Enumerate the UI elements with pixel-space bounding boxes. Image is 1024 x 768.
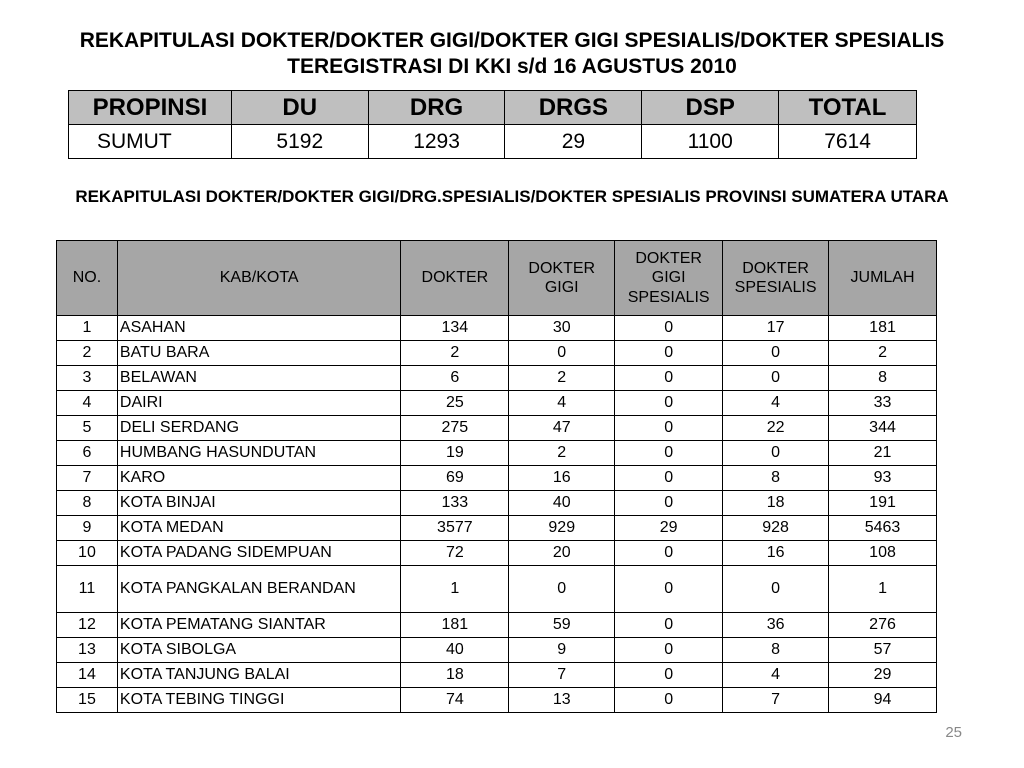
- table-cell: KOTA PANGKALAN BERANDAN: [117, 566, 401, 613]
- table-cell: 0: [615, 441, 723, 466]
- table-cell: KOTA TANJUNG BALAI: [117, 663, 401, 688]
- table-cell: 0: [615, 663, 723, 688]
- table-cell: 10: [57, 541, 118, 566]
- summary-cell: SUMUT: [69, 125, 232, 159]
- table-cell: 0: [723, 366, 829, 391]
- table-cell: 2: [509, 441, 615, 466]
- table-cell: 33: [829, 391, 937, 416]
- table-row: [57, 688, 937, 713]
- table-cell: 3: [57, 366, 118, 391]
- table-cell: 1: [829, 566, 937, 613]
- table-cell: 20: [509, 541, 615, 566]
- summary-cell: 7614: [779, 125, 917, 159]
- table-cell: 134: [401, 316, 509, 341]
- table-cell: KOTA TEBING TINGGI: [117, 688, 401, 713]
- summary-cell: 1100: [642, 125, 779, 159]
- summary-header-cell: DRGS: [505, 91, 642, 125]
- table-cell: 275: [401, 416, 509, 441]
- table-cell: 181: [401, 613, 509, 638]
- table-cell: 22: [723, 416, 829, 441]
- table-cell: 8: [723, 466, 829, 491]
- table-cell: 2: [57, 341, 118, 366]
- table-cell: 7: [723, 688, 829, 713]
- section-title: REKAPITULASI DOKTER/DOKTER GIGI/DRG.SPESIALIS/DOKTER SPESIALIS PROVINSI SUMATERA UTARA: [75, 187, 949, 206]
- summary-cell: 5192: [231, 125, 368, 159]
- table-cell: 344: [829, 416, 937, 441]
- table-cell: 4: [57, 391, 118, 416]
- detail-header-cell: DOKTER SPESIALIS: [723, 241, 829, 316]
- main-title: REKAPITULASI DOKTER/DOKTER GIGI/DOKTER GIGI SPESIALIS/DOKTER SPESIALIS TEREGISTRASI DI KKI s/d 16 AGUSTUS 2010: [79, 29, 945, 79]
- table-cell: 40: [509, 491, 615, 516]
- table-cell: 17: [723, 316, 829, 341]
- table-cell: 5463: [829, 516, 937, 541]
- table-cell: 1: [401, 566, 509, 613]
- table-cell: 18: [723, 491, 829, 516]
- table-cell: 40: [401, 638, 509, 663]
- table-cell: 13: [509, 688, 615, 713]
- table-cell: 29: [829, 663, 937, 688]
- table-cell: 18: [401, 663, 509, 688]
- table-cell: 5: [57, 416, 118, 441]
- table-cell: KOTA BINJAI: [117, 491, 401, 516]
- summary-cell: 1293: [368, 125, 505, 159]
- table-cell: 133: [401, 491, 509, 516]
- table-cell: 16: [509, 466, 615, 491]
- table-row: [57, 663, 937, 688]
- table-cell: 74: [401, 688, 509, 713]
- detail-header-cell: JUMLAH: [829, 241, 937, 316]
- table-cell: KOTA SIBOLGA: [117, 638, 401, 663]
- table-row: [57, 516, 937, 541]
- table-cell: 0: [615, 366, 723, 391]
- summary-header-cell: DSP: [642, 91, 779, 125]
- table-row: [57, 638, 937, 663]
- table-cell: DELI SERDANG: [117, 416, 401, 441]
- table-cell: 0: [723, 566, 829, 613]
- table-cell: 93: [829, 466, 937, 491]
- table-row: [57, 541, 937, 566]
- table-cell: 181: [829, 316, 937, 341]
- table-cell: 8: [723, 638, 829, 663]
- table-row: [57, 366, 937, 391]
- summary-header-cell: DRG: [368, 91, 505, 125]
- table-row: [57, 316, 937, 341]
- table-cell: 15: [57, 688, 118, 713]
- table-cell: BATU BARA: [117, 341, 401, 366]
- detail-header-cell: KAB/KOTA: [117, 241, 401, 316]
- table-cell: 36: [723, 613, 829, 638]
- table-cell: 1: [57, 316, 118, 341]
- table-cell: ASAHAN: [117, 316, 401, 341]
- table-cell: 7: [57, 466, 118, 491]
- table-cell: 69: [401, 466, 509, 491]
- table-cell: 4: [509, 391, 615, 416]
- table-cell: 59: [509, 613, 615, 638]
- table-row: [57, 441, 937, 466]
- table-cell: KARO: [117, 466, 401, 491]
- table-cell: 21: [829, 441, 937, 466]
- detail-header-cell: DOKTER GIGI SPESIALIS: [615, 241, 723, 316]
- table-cell: 25: [401, 391, 509, 416]
- table-cell: 0: [615, 566, 723, 613]
- summary-cell: 29: [505, 125, 642, 159]
- table-cell: 30: [509, 316, 615, 341]
- table-cell: DAIRI: [117, 391, 401, 416]
- table-cell: 0: [615, 613, 723, 638]
- table-cell: BELAWAN: [117, 366, 401, 391]
- table-cell: 0: [723, 441, 829, 466]
- table-row: [57, 613, 937, 638]
- table-cell: KOTA PADANG SIDEMPUAN: [117, 541, 401, 566]
- detail-header-cell: NO.: [57, 241, 118, 316]
- table-cell: 0: [615, 316, 723, 341]
- table-cell: 13: [57, 638, 118, 663]
- table-cell: 4: [723, 391, 829, 416]
- table-cell: 14: [57, 663, 118, 688]
- table-row: [57, 466, 937, 491]
- table-cell: 12: [57, 613, 118, 638]
- table-cell: 929: [509, 516, 615, 541]
- table-cell: 94: [829, 688, 937, 713]
- table-cell: 6: [401, 366, 509, 391]
- table-cell: 0: [509, 341, 615, 366]
- table-cell: 0: [615, 341, 723, 366]
- page-number: 25: [945, 724, 962, 741]
- table-cell: KOTA MEDAN: [117, 516, 401, 541]
- table-row: [57, 416, 937, 441]
- summary-row: [69, 125, 917, 159]
- table-cell: 2: [401, 341, 509, 366]
- table-cell: 0: [509, 566, 615, 613]
- table-cell: 57: [829, 638, 937, 663]
- table-cell: 191: [829, 491, 937, 516]
- table-cell: 0: [615, 416, 723, 441]
- table-cell: 2: [829, 341, 937, 366]
- table-cell: 0: [615, 688, 723, 713]
- summary-header-cell: PROPINSI: [69, 91, 232, 125]
- table-cell: HUMBANG HASUNDUTAN: [117, 441, 401, 466]
- table-cell: 9: [509, 638, 615, 663]
- detail-header-cell: DOKTER GIGI: [509, 241, 615, 316]
- table-cell: 29: [615, 516, 723, 541]
- summary-header-cell: TOTAL: [779, 91, 917, 125]
- table-cell: 8: [57, 491, 118, 516]
- detail-header-cell: DOKTER: [401, 241, 509, 316]
- detail-table: [56, 240, 937, 713]
- table-cell: 7: [509, 663, 615, 688]
- table-cell: 2: [509, 366, 615, 391]
- table-cell: 0: [615, 491, 723, 516]
- table-row: [57, 341, 937, 366]
- table-row: [57, 491, 937, 516]
- table-cell: 8: [829, 366, 937, 391]
- table-cell: 4: [723, 663, 829, 688]
- table-cell: 9: [57, 516, 118, 541]
- table-cell: KOTA PEMATANG SIANTAR: [117, 613, 401, 638]
- table-cell: 19: [401, 441, 509, 466]
- summary-header-row: [69, 91, 917, 125]
- detail-table-body: [57, 316, 937, 713]
- table-cell: 6: [57, 441, 118, 466]
- summary-header-cell: DU: [231, 91, 368, 125]
- table-cell: 0: [723, 341, 829, 366]
- table-cell: 0: [615, 391, 723, 416]
- table-cell: 47: [509, 416, 615, 441]
- table-cell: 108: [829, 541, 937, 566]
- table-cell: 0: [615, 638, 723, 663]
- table-cell: 11: [57, 566, 118, 613]
- table-cell: 72: [401, 541, 509, 566]
- table-cell: 276: [829, 613, 937, 638]
- table-cell: 0: [615, 541, 723, 566]
- table-cell: 0: [615, 466, 723, 491]
- table-cell: 16: [723, 541, 829, 566]
- table-cell: 3577: [401, 516, 509, 541]
- detail-header-row: [57, 241, 937, 316]
- summary-table: [68, 90, 917, 159]
- table-cell: 928: [723, 516, 829, 541]
- table-row: [57, 391, 937, 416]
- table-row: [57, 566, 937, 613]
